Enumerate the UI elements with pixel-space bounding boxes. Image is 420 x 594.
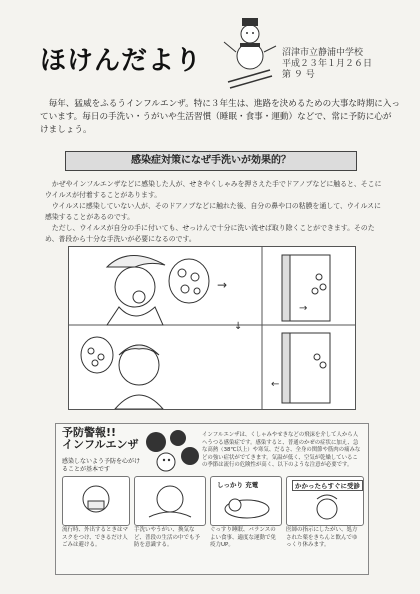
panel-caption-3: ぐっすり睡眠、バランスのよい食事、適度な運動で免疫力UP。 (210, 527, 277, 548)
virus-characters-illustration (142, 428, 200, 476)
snowman-illustration (220, 12, 280, 92)
influenza-info: インフルエンザは、くしゃみやせきなどの飛沫を介して人から人へうつる感染症です。感染すると、普通のかぜの症状に加え、急な高熱（38℃以上）や寒気、だるさ、全身の関節や筋肉の痛みなどの強い症状がでてきます。気温が低く、空気が乾燥しているこの季節は流行の危険性が高く、以下のような注意が必要です。 (202, 432, 361, 468)
svg-text:←: ← (271, 379, 280, 390)
intro-paragraph: 毎年、猛威をふるうインフルエンザ。特に３年生は、進路を決めるための大事な時期に入っています。毎日の手洗い・うがいや生活習慣（睡眠・食事・運動）などで、常に予防に心がけましょう。 (40, 99, 400, 135)
svg-text:→: → (217, 278, 228, 292)
panel-caption-1: 流行時、外出するときはマスクをつけ、できるだけ人ごみは避ける。 (62, 527, 129, 548)
panel-mask-illustration (62, 476, 130, 526)
svg-text:→: → (299, 303, 308, 314)
handwashing-illustration (68, 246, 356, 410)
panel-sleep-illustration (210, 476, 282, 526)
school-name: 沼津市立静浦中学校 (282, 48, 364, 58)
illustration-drawing (69, 247, 355, 409)
panel-label-4: かかったらすぐに受診 (292, 480, 363, 491)
svg-text:↓: ↓ (234, 321, 243, 332)
school-info (282, 48, 402, 81)
section-paragraph-1: かぜやインフルエンザなどに感染した人が、せきやくしゃみを押さえた手でドアノブなどに触ると、そこにウイルスが付着することがあります。 (45, 180, 382, 199)
panel-handwash-illustration (134, 476, 206, 526)
panel-label-3: しっかり 充電 (217, 481, 259, 489)
warning-title-line2: インフルエンザ (62, 438, 139, 451)
warning-title-line1: 予防警報!! (62, 426, 117, 439)
panel-caption-4: 医師の指示にしたがい、処方された薬をきちんと飲んでゆっくり休みます。 (286, 527, 358, 548)
panel-doctor-illustration (286, 476, 364, 526)
newsletter-title: ほけんだより (40, 46, 203, 76)
section-paragraph-2: ウイルスに感染していない人が、そのドアノブなどに触れた後、自分の鼻や口の粘膜を通して、ウイルスに感染することがあるのです。 (45, 202, 381, 221)
warning-title (62, 427, 139, 451)
mask-icon (63, 477, 129, 525)
issue-number: 第 ９ 号 (282, 70, 315, 80)
issue-date: 平成２３年１月２６日 (282, 59, 373, 69)
panel-caption-2: 手洗いやうがい、換気など、普段の生活の中でも予防を意識する。 (134, 527, 201, 548)
warning-subtitle: 感染しないよう予防を心がけることが基本です (62, 458, 141, 473)
handwash-icon (135, 477, 205, 525)
section-heading: 感染症対策になぜ手洗いが効果的？ (65, 151, 357, 171)
section-paragraph-3: ただし、ウイルスが自分の手に付いても、せっけんで十分に洗い流せば取り除くことができます。そのため、普段から十分な手洗いが必要になるのです。 (45, 224, 375, 243)
